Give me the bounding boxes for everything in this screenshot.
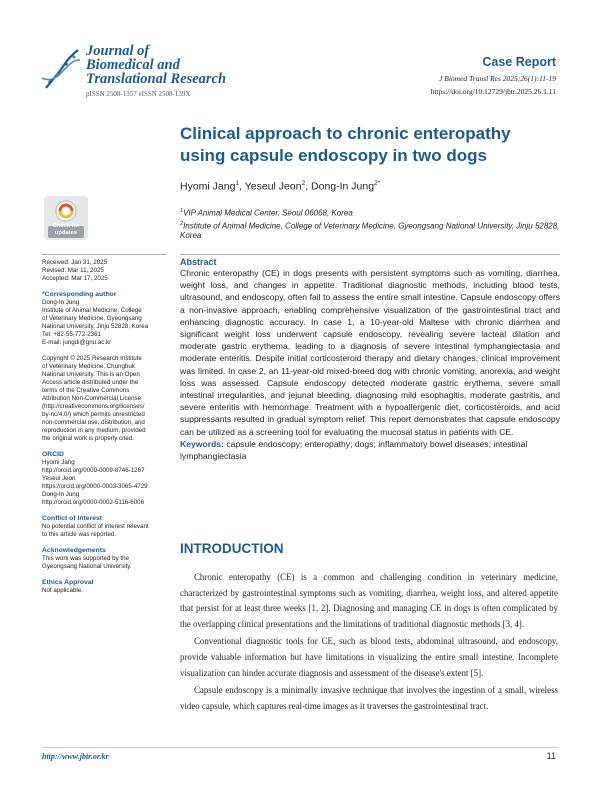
affiliation [180,206,560,219]
orcid-heading: ORCID [42,451,64,458]
journal-name-line: Biomedical and [86,57,180,73]
affiliation [180,219,560,242]
orcid-link[interactable]: https://orcid.org/0000-0003-3065-4729 [42,483,148,490]
footer-divider [42,747,558,748]
abstract-divider [180,254,560,255]
author-sup: 2 [301,180,306,187]
copyright-line: Copyright © 2025 Research Institute [42,355,142,362]
orcid-author: Hyomi Jang [42,459,75,466]
ethics-heading: Ethics Approval [42,579,94,586]
corresponding-line: Dong-In Jung [42,299,80,306]
corresponding-line: of Veterinary Medicine, Gyeongsang [42,315,142,322]
copyright-line: of Veterinary Medicine, Chungbuk [42,363,135,370]
copyright-line: the original work is properly cited. [42,435,134,442]
author-name: Yeseul Jeon [244,180,302,193]
copyright-line: National University. This is an Open [42,371,140,378]
orcid-author: Dong-In Jung [42,491,80,498]
copyright-line: Access article distributed under the [42,379,139,386]
author-name: Hyomi Jang [180,180,236,193]
acknowledgements-line: This work was supported by the [42,555,130,562]
citation: J Biomed Transl Res 2025;26(1):11-19 [439,74,556,83]
copyright-block [42,355,166,443]
copyright-line: Attribution Non-Commercial License [42,395,142,402]
journal-url[interactable]: http://www.jbtr.or.kr [42,752,109,761]
orcid-block [42,451,166,507]
introduction-body [180,570,558,716]
conflict-line: No potential conflict of interest relevant [42,523,149,530]
corresponding-email[interactable]: E-mail: jungdi@gnu.ac.kr [42,339,112,346]
keywords-text: capsule endoscopy; enteropathy; dogs; inflammatory bowel diseases; intestinal lymphangiectasia [180,438,528,462]
affiliation-sup: 2 [180,220,184,227]
conflict-heading: Conflict of Interest [42,515,103,522]
acknowledgements-line: Gyeongsang National University. [42,563,132,570]
affiliation-text: VIP Animal Medical Center, Seoul 06068, Korea [183,208,353,218]
acknowledgements-heading: Acknowledgements [42,547,106,554]
author-sup: 2* [374,180,381,187]
paragraph: Capsule endoscopy is a minimally invasive technique that involves the ingestion of a small, wireless video capsule, which captures real-time images as it traverses the gastrointestinal tract. [180,685,558,711]
orcid-link[interactable]: http://orcid.org/0009-0009-8746-1267 [42,467,145,474]
paragraph: Conventional diagnostic tools for CE, such as blood tests, abdominal ultrasound, and endoscopy, provide valuable information but have limitations in visualizing the entire small intestine. Incomplete visualization can hinder accurate diagnosis and assessment of the disease's extent [5]. [180,636,558,678]
author-sup: 1 [235,180,240,187]
keywords-heading: Keywords: [180,438,224,449]
corresponding-block [42,291,166,347]
article-info-sidebar [42,254,166,603]
corresponding-line: Institute of Animal Medicine, College [42,307,142,314]
journal-name-line: Journal of [86,43,150,59]
corresponding-heading: *Corresponding author [42,291,117,298]
introduction-heading: INTRODUCTION [180,541,284,556]
date-line: Accepted: Mar 17, 2025 [42,275,108,282]
copyright-line: non-commercial use, distribution, and [42,419,145,426]
corresponding-line: National University, Jinju 52828, Korea [42,323,149,330]
orcid-author: Yeseul Jeon [42,475,76,482]
affiliation-text: Institute of Animal Medicine, College of Veterinary Medicine, Gyeongsang National University, Jinju 52828, Korea [180,221,560,241]
check-for-updates-label: Check for updates [52,223,80,236]
dna-helix-icon [40,48,82,92]
paragraph: Chronic enteropathy (CE) is a common and challenging condition in veterinary medicine, characterized by gastrointestinal symptoms such as vomiting, diarrhea, weight loss, and altered appetite that persist for at least three weeks [1, 2]. Diagnosing and managing CE in dogs is often complicated by the overlapping clinical presentations and the limitations of traditional diagnostic methods [3, 4]. [180,572,558,629]
conflict-block [42,515,166,539]
copyright-line: reproduction in any medium, provided [42,427,146,434]
keywords [180,438,560,462]
conflict-line: to this article was reported. [42,531,116,538]
article-type: Case Report [482,55,556,69]
doi-link[interactable]: https://doi.org/10.12729/jbtr.2025.26.1.11 [430,87,556,96]
abstract-body: Chronic enteropathy (CE) in dogs presents with persistent symptoms such as vomiting, diarrhea, weight loss, and changes in appetite. Traditional diagnostic methods, including blood tests, ultrasound, and endoscopy, often fail to assess the entire small intestine. Capsule endoscopy offers a non-invasive approach, enabling comprehensive visualization of the gastrointestinal tract and enhancing diagnostic accuracy. In case 1, a 10-year-old Maltese with chronic diarrhea and significant weight loss underwent capsule endoscopy, revealing severe lacteal dilation and moderate gastric erythema, leading to a diagnosis of severe intestinal lymphangiectasia and moderate enteritis. Despite initial corticosteroid therapy and dietary changes, clinical improvement was limited. In case 2, an 11-year-old mixed-breed dog with chronic vomiting, anorexia, and weight loss was assessed. Capsule endoscopy detected moderate gastric erythema, severe small intestinal irregularities, and jejunal bleeding, diagnosing mild esophagitis, moderate gastritis, and severe enteritis with hemorrhage. Treatment with a hypoallergenic diet, corticosteroids, and acid suppressants resulted in gradual symptom relief. This report demonstrates that capsule endoscopy can be utilized as a screening tool for evaluating the mucosal status in patients with CE. [180,268,560,437]
journal-name-line: Translational Research [86,71,227,87]
abstract-section [180,254,560,462]
date-line: Received: Jan 31, 2025 [42,259,108,266]
author-list: Hyomi Jang$^1$, Yeseul Jeon$^2$, Dong-In Jung$^{2*}$ [180,180,381,193]
acknowledgements-block [42,547,166,571]
page-number: 11 [546,751,556,761]
article-title: Clinical approach to chronic enteropathy using capsule endoscopy in two dogs [180,124,511,165]
abstract-heading: Abstract [180,257,217,267]
author-name: Dong-In Jung [311,180,375,193]
date-line: Revised: Mar 11, 2025 [42,267,104,274]
orcid-link[interactable]: http://orcid.org/0000-0002-5116-6006 [42,499,145,506]
affiliation-sup: 1 [180,208,184,214]
copyright-line: by-nc/4.0/) which permits unrestricted [42,411,145,418]
issn: pISSN 2508-1357 eISSN 2508-139X [86,90,191,98]
dates-block [42,259,166,283]
ethics-block [42,579,166,595]
journal-name [86,44,226,86]
affiliations [180,206,560,241]
copyright-line: terms of the Creative Commons [42,387,130,394]
ethics-line: Not applicable. [42,587,83,594]
license-link[interactable]: (http://creativecommons.org/licenses/ [42,403,145,410]
corresponding-line: Tel: +82-55-772-2361 [42,331,101,338]
